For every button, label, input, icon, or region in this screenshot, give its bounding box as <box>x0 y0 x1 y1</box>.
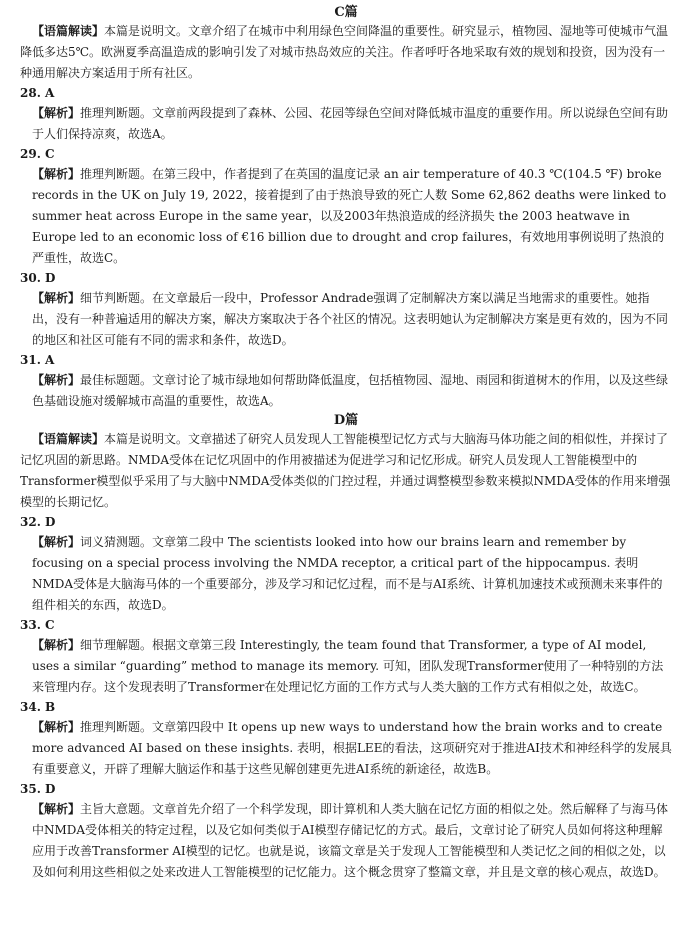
question-number: 31. A <box>20 353 55 367</box>
section-title: D篇 <box>333 413 359 428</box>
explain-text: 最佳标题题。文章讨论了城市绿地如何帮助降低温度，包括植物园、湿地、雨园和街道树木的作用，以及这些绿色基础设施对缓解城市高温的重要性，故选A。 <box>32 373 669 408</box>
explain-text: 主旨大意题。文章首先介绍了一个科学发现，即计算机和人类大脑在记忆方面的相似之处。然后解释了与海马体中NMDA受体相关的特定过程，以及它如何类似于AI模型存储记忆的方式。最后，文章讨论了研究人员如何将这种理解应用于改善Transformer AI模型的记忆。也就是说，该篇文章是关于发现人工智能模型和人类记忆之间的相似之处，以及如何利用这些相似之处来改进人工智能模型的记忆能力。这个概念贯穿了整篇文章，并且是文章的核心观点，故选D。 <box>32 802 669 879</box>
question-explanation <box>32 164 672 269</box>
explain-text: 推理判断题。在第三段中，作者提到了在英国的温度记录 an air temperature of 40.3 ℃(104.5 ℉) broke records in the UK on July 19, 2022，接着提到了由于热浪导致的死亡人数 Some 62,862 deaths were linked to summer heat across Europe in the same year，以及2003年热浪造成的经济损失 the 2003 heatwave in Europe led to an economic loss of €16 billion due to drought and crop failures，有效地用事例说明了热浪的严重性，故选C。 <box>32 167 667 265</box>
explain-tag: 【解析】 <box>32 535 81 549</box>
explain-tag: 【解析】 <box>32 638 81 652</box>
question-number: 29. C <box>20 147 55 161</box>
question-explanation <box>32 635 672 698</box>
question-number: 34. B <box>20 700 56 714</box>
intro-tag: 【语篇解读】 <box>32 24 105 38</box>
intro-tag: 【语篇解读】 <box>32 432 105 446</box>
section-intro <box>20 21 672 84</box>
question-explanation <box>32 799 672 883</box>
question-number: 32. D <box>20 515 56 529</box>
question-explanation <box>32 103 672 145</box>
question-explanation <box>32 370 672 412</box>
question-explanation <box>32 288 672 351</box>
explain-tag: 【解析】 <box>32 373 81 387</box>
explain-tag: 【解析】 <box>32 291 81 305</box>
explain-text: 推理判断题。文章前两段提到了森林、公园、花园等绿色空间对降低城市温度的重要作用。所以说绿色空间有助于人们保持凉爽，故选A。 <box>32 106 669 141</box>
explain-tag: 【解析】 <box>32 802 81 816</box>
section-intro <box>20 429 672 513</box>
intro-text: 本篇是说明文。文章描述了研究人员发现人工智能模型记忆方式与大脑海马体功能之间的相似性，并探讨了记忆巩固的新思路。NMDA受体在记忆巩固中的作用被描述为促进学习和记忆形成。研究人员发现人工智能模型中的Transformer模型似乎采用了与大脑中NMDA受体类似的门控过程，并通过调整模型参数来模拟NMDA受体的作用来增强模型的长期记忆。 <box>20 432 671 509</box>
explain-text: 细节理解题。根据文章第三段 Interestingly, the team found that Transformer, a type of AI model, uses a similar “guarding” method to manage its memory. 可知，团队发现Transformer使用了一种特别的方法来管理内存。这个发现表明了Transformer在处理记忆方面的工作方式与人类大脑的工作方式有相似之处，故选C。 <box>32 638 664 694</box>
explain-text: 词义猜测题。文章第二段中 The scientists looked into how our brains learn and remember by focusing on a special process involving the NMDA receptor, a critical part of the hippocampus. 表明NMDA受体是大脑海马体的一个重要部分，涉及学习和记忆过程，而不是与AI系统、计算机加速技术或预测未来事件的组件相关的东西，故选D。 <box>32 535 663 612</box>
question-number: 30. D <box>20 271 56 285</box>
explain-tag: 【解析】 <box>32 720 81 734</box>
section-c <box>0 0 692 412</box>
section-d <box>0 412 692 883</box>
question-number: 35. D <box>20 782 56 796</box>
intro-text: 本篇是说明文。文章介绍了在城市中利用绿色空间降温的重要性。研究显示，植物园、湿地等可使城市气温降低多达5℃。欧洲夏季高温造成的影响引发了对城市热岛效应的关注。作者呼吁各地采取有效的规划和投资，因为没有一种通用解决方案适用于所有社区。 <box>20 24 669 80</box>
section-title: C篇 <box>334 5 358 20</box>
explain-tag: 【解析】 <box>32 167 81 181</box>
explain-tag: 【解析】 <box>32 106 81 120</box>
question-explanation <box>32 532 672 616</box>
question-number: 33. C <box>20 618 55 632</box>
explain-text: 推理判断题。文章第四段中 It opens up new ways to understand how the brain works and to create more advanced AI based on these insights. 表明，根据LEE的看法，这项研究对于推进AI技术和神经科学的发展具有重要意义，开辟了理解大脑运作和基于这些见解创建更先进AI系统的新途径，故选B。 <box>32 720 672 776</box>
question-explanation <box>32 717 672 780</box>
question-number: 28. A <box>20 86 55 100</box>
explain-text: 细节判断题。在文章最后一段中，Professor Andrade强调了定制解决方案以满足当地需求的重要性。她指出，没有一种普遍适用的解决方案，解决方案取决于各个社区的情况。这表明她认为定制解决方案是更有效的，因为不同的地区和社区可能有不同的需求和条件，故选D。 <box>32 291 669 347</box>
